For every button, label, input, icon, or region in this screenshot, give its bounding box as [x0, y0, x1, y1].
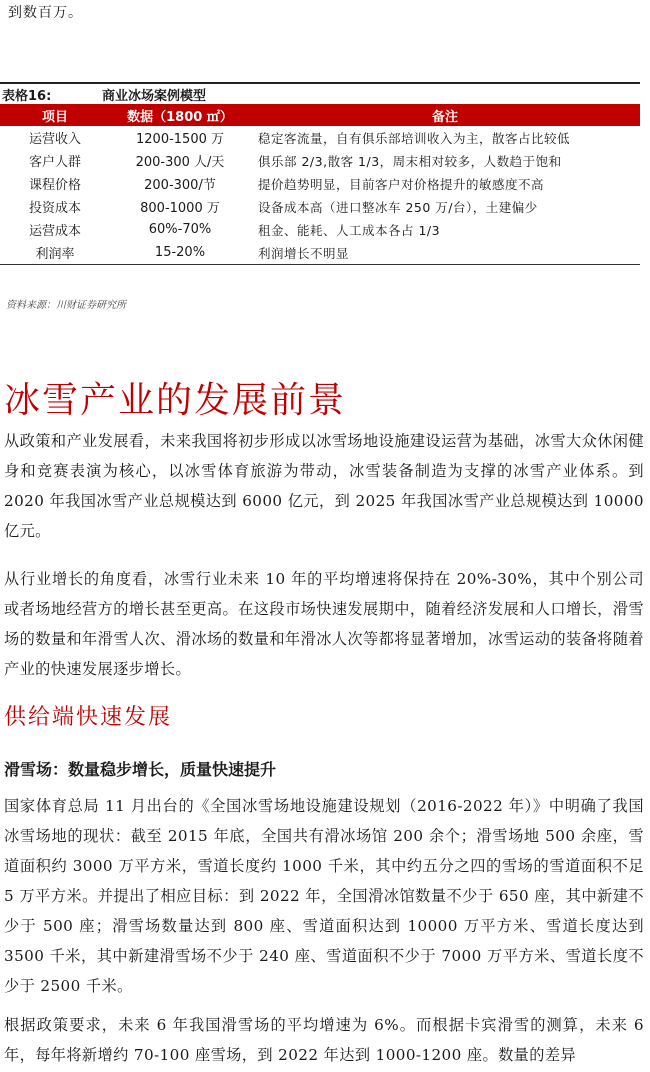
cell-data: 1200-1500 万 — [136, 132, 224, 147]
table-title: 商业冰场案例模型 — [102, 88, 207, 104]
table-row — [0, 195, 640, 218]
subsection-heading: 供给端快速发展 — [4, 705, 173, 730]
table-row — [0, 172, 640, 195]
cell-note: 稳定客流量，自有俱乐部培训收入为主，散客占比较低 — [258, 130, 571, 146]
table-row — [0, 149, 640, 172]
table-source: 资料来源：川财证券研究所 — [6, 300, 126, 311]
cell-data: 15-20% — [110, 241, 250, 265]
cell-note: 租金、能耗、人工成本各占 1/3 — [258, 222, 441, 238]
intro-text-tail: 到数百万。 — [8, 5, 83, 21]
cell-item: 利润率 — [0, 241, 110, 265]
col-header-note: 备注 — [250, 104, 640, 126]
ice-rink-model-table — [0, 104, 640, 265]
cell-item: 客户人群 — [28, 155, 81, 170]
cell-note: 设备成本高（进口整冰车 250 万/台），土建偏少 — [258, 199, 538, 215]
table-number: 表格16: — [2, 88, 52, 104]
table-caption — [0, 82, 640, 104]
col-header-item: 项目 — [0, 104, 110, 126]
section-paragraph-2: 从行业增长的角度看，冰雪行业未来 10 年的平均增速将保持在 20%-30%，其中个别公司或者场地经营方的增长甚至更高。在这段市场快速发展期中，随着经济发展和人口增长，滑雪场的数量和年滑雪人次、滑冰场的数量和年滑冰人次等都将显著增加，冰雪运动的装备将随着产业的快速发展逐步增长。 — [4, 570, 644, 678]
cell-item: 投资成本 — [28, 201, 81, 216]
cell-data: 800-1000 万 — [140, 201, 220, 216]
cell-item: 运营成本 — [28, 224, 81, 239]
cell-data: 200-300 人/天 — [135, 155, 225, 170]
cell-data: 200-300/节 — [144, 178, 216, 193]
cell-item: 运营收入 — [28, 132, 81, 147]
subsection-paragraph-2: 根据政策要求，未来 6 年我国滑雪场的平均增速为 6%。而根据卡宾滑雪的测算，未来 6 年，每年将新增约 70-100 座雪场，到 2022 年达到 1000-1200 座。数量的差异 — [4, 1016, 644, 1064]
cell-note: 利润增长不明显 — [250, 241, 640, 265]
table-header-row — [0, 104, 640, 126]
cell-note: 俱乐部 2/3,散客 1/3，周末相对较多，人数趋于饱和 — [258, 153, 562, 169]
table-row — [0, 126, 640, 149]
col-header-data: 数据（1800 ㎡） — [110, 104, 250, 126]
section-paragraph-1: 从政策和产业发展看，未来我国将初步形成以冰雪场地设施建设运营为基础，冰雪大众休闲健身和竞赛表演为核心，以冰雪体育旅游为带动，冰雪装备制造为支撑的冰雪产业体系。到 2020 年我国冰雪产业总规模达到 6000 亿元，到 2025 年我国冰雪产业总规模达到 10000 亿元。 — [4, 432, 644, 540]
table-row — [0, 218, 640, 241]
cell-data: 60%-70% — [148, 222, 212, 237]
subsection-subtitle: 滑雪场：数量稳步增长，质量快速提升 — [4, 760, 277, 779]
cell-item: 课程价格 — [28, 178, 81, 193]
section-heading: 冰雪产业的发展前景 — [4, 380, 347, 421]
table-row — [0, 241, 640, 265]
cell-note: 提价趋势明显，目前客户对价格提升的敏感度不高 — [258, 176, 545, 192]
subsection-paragraph-1: 国家体育总局 11 月出台的《全国冰雪场地设施建设规划（2016-2022 年）》中明确了我国冰雪场地的现状：截至 2015 年底，全国共有滑冰场馆 200 余个；滑雪场地 500 余座，雪道面积约 3000 万平方米，雪道长度约 1000 千米，其中约五分之四的雪场的雪道面积不足 5 万平方米。并提出了相应目标：到 2022 年，全国滑冰馆数量不少于 650 座，其中新建不少于 500 座；滑雪场数量达到 800 座、雪道面积达到 10000 万平方米、雪道长度达到 3500 千米，其中新建滑雪场不少于 240 座、雪道面积不少于 7000 万平方米、雪道长度不少于 2500 千米。 — [4, 797, 644, 995]
